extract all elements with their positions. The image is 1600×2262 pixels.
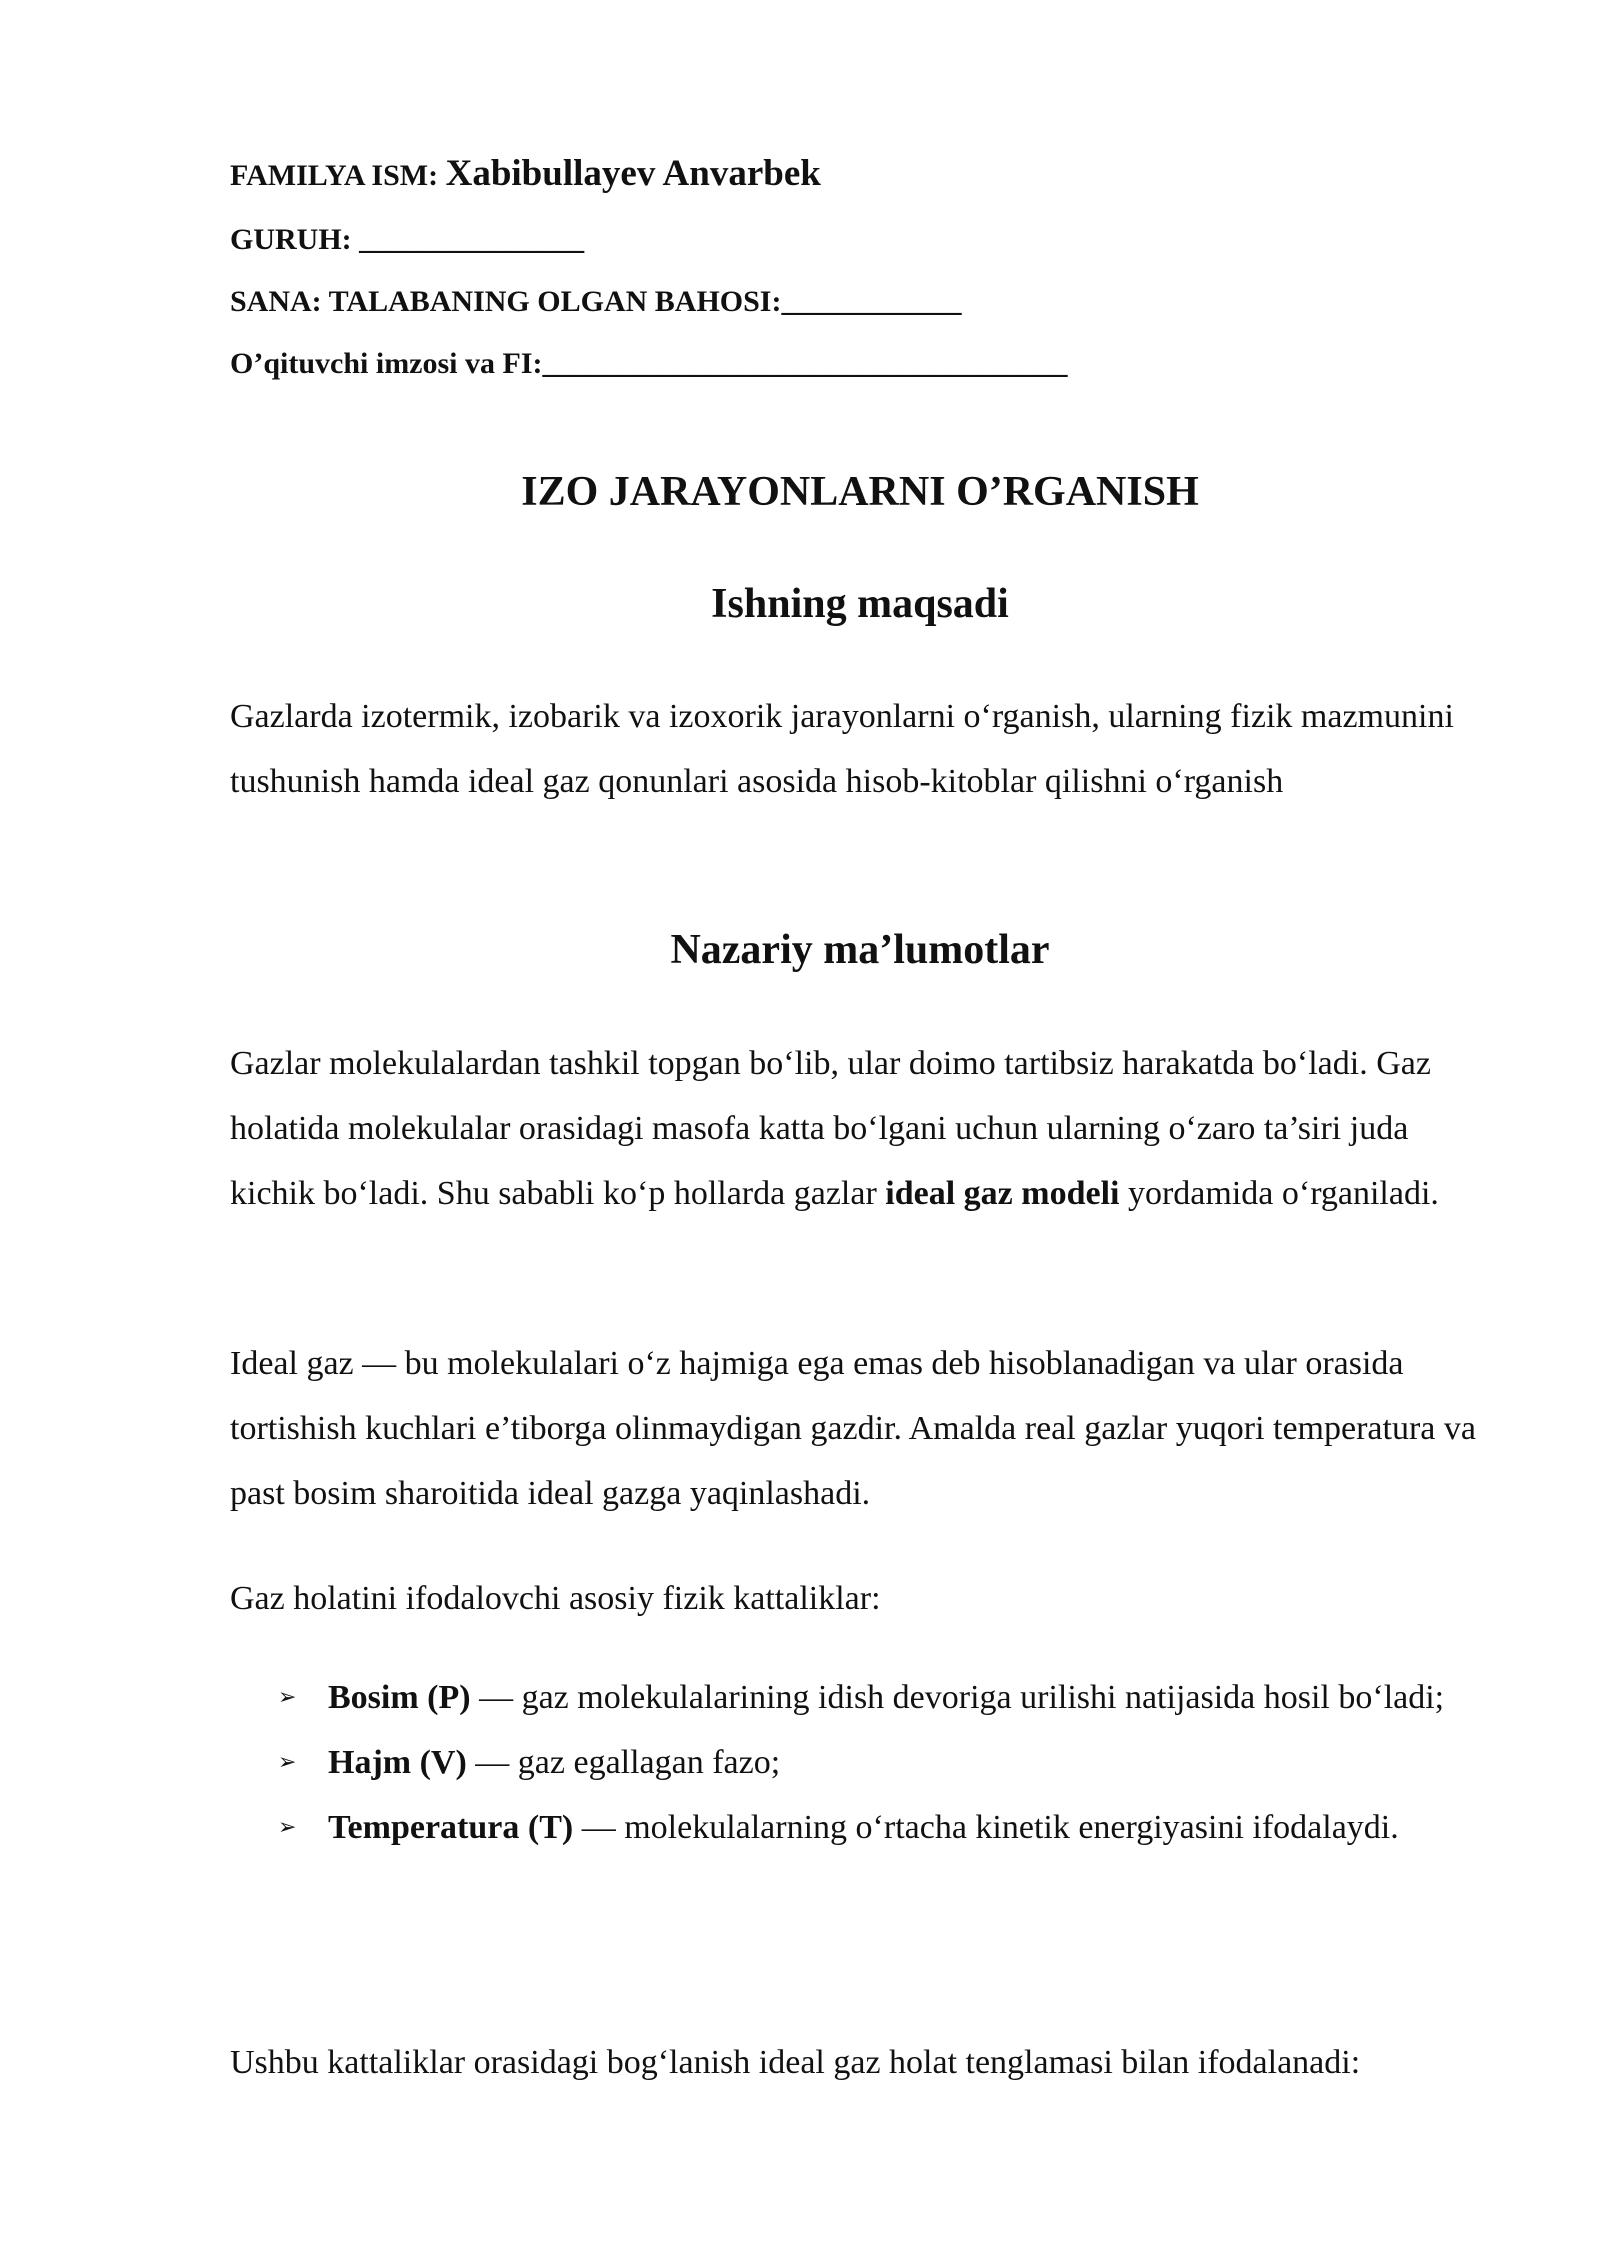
document-title: IZO JARAYONLARNI O’RGANISH [521, 469, 1199, 515]
group-line: GURUH: _______________ [230, 223, 585, 256]
list-item-term: Hajm (V) [328, 1744, 467, 1781]
arrow-bullet-icon: ➢ [278, 1750, 297, 1775]
p1-text-end: yordamida o‘rganiladi. [1119, 1175, 1439, 1212]
arrow-bullet-icon: ➢ [278, 1685, 297, 1710]
list-item-desc: — molekulalarning o‘rtacha kinetik energiyasini ifodalaydi. [573, 1809, 1399, 1846]
theory-paragraph-3: Gaz holatini ifodalovchi asosiy fizik kattaliklar: [230, 1580, 881, 1617]
theory-paragraph-1 [230, 1031, 1490, 1226]
list-item [230, 1665, 1490, 1730]
list-item-term: Bosim (P) [328, 1679, 471, 1716]
theory-heading: Nazariy ma’lumotlar [670, 927, 1050, 973]
student-name-line [230, 152, 821, 195]
list-item-desc: — gaz molekulalarining idish devoriga urilishi natijasida hosil bo‘ladi; [470, 1679, 1445, 1716]
quantities-list [230, 1665, 1490, 1860]
list-item-desc: — gaz egallagan fazo; [466, 1744, 781, 1781]
list-item [230, 1730, 1490, 1795]
aim-heading: Ishning maqsadi [711, 581, 1009, 627]
student-name-label: FAMILYA ISM: [230, 159, 439, 192]
date-grade-line: SANA: TALABANING OLGAN BAHOSI:____________ [230, 285, 962, 318]
arrow-bullet-icon: ➢ [278, 1815, 297, 1840]
aim-paragraph: Gazlarda izotermik, izobarik va izoxorik jarayonlarni o‘rganish, ularning fizik mazmunini tushunish hamda ideal gaz qonunlari asosida hisob-kitoblar qilishni o‘rganish [230, 698, 1454, 800]
theory-paragraph-4: Ushbu kattaliklar orasidagi bog‘lanish ideal gaz holat tenglamasi bilan ifodalanadi: [230, 2044, 1361, 2081]
ideal-gas-model-term: ideal gaz modeli [885, 1175, 1120, 1212]
list-item-term: Temperatura (T) [328, 1809, 574, 1846]
list-item [230, 1795, 1490, 1860]
teacher-signature-line: O’qituvchi imzosi va FI:___________________________________ [230, 347, 1068, 380]
student-name-value: Xabibullayev Anvarbek [445, 153, 821, 194]
theory-paragraph-2: Ideal gaz — bu molekulalari o‘z hajmiga ega emas deb hisoblanadigan va ular orasida tortishish kuchlari e’tiborga olinmaydigan gazdir. Amalda real gazlar yuqori temperatura va past bosim sharoitida ideal gazga yaqinlashadi. [230, 1345, 1476, 1512]
p1-text-start: Gazlar molekulalardan tashkil topgan bo‘lib, ular doimo tartibsiz harakatda bo‘ladi. Gaz holatida molekulalar orasidagi masofa katta bo‘lgani uchun ularning o‘zaro ta’siri juda kichik bo‘ladi. Shu sababli ko‘p hollarda gazlar [230, 1045, 1431, 1212]
